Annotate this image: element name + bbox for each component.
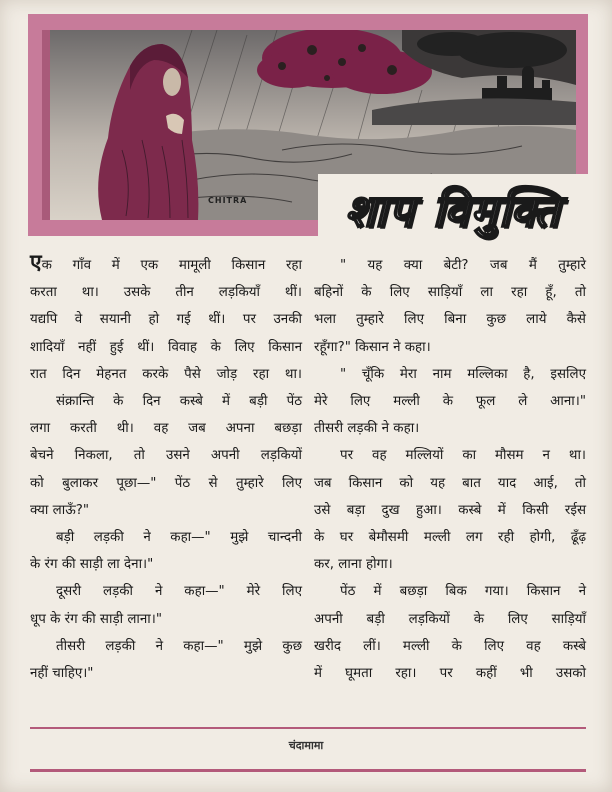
- line-text: " चूँकि मेरा नाम मल्लिका है, इसलिए: [340, 366, 586, 382]
- line-text: यद्यपि वे सयानी हो गई थीं। पर उनकी: [30, 312, 302, 328]
- line-text: अपनी बड़ी लड़कियों के लिए साड़ियाँ: [314, 611, 586, 627]
- footer-rule-top: [30, 727, 586, 729]
- line-text: में घूमता रहा। पर कहीं भी उसको: [314, 666, 586, 682]
- footer-rule-bottom: [30, 769, 586, 772]
- line-text: दूसरी लड़की ने कहा—" मेरे लिए: [56, 584, 302, 600]
- story-title: शाप विमुक्ति: [345, 186, 561, 237]
- line-text: जब किसान को यह बात याद आई, तो: [314, 475, 586, 491]
- text-line: [314, 388, 586, 415]
- line-text: मेरे लिए मल्ली के फूल ले आना।": [314, 394, 586, 410]
- text-line: [30, 497, 302, 524]
- line-text: बेचने निकला, तो उसने अपनी लड़कियों: [30, 448, 302, 464]
- line-text: के रंग की साड़ी ला देना।": [30, 557, 154, 573]
- text-line: [30, 252, 302, 279]
- line-text: रात दिन मेहनत करके पैसे जोड़ रहा था।: [30, 366, 302, 382]
- text-line: [30, 470, 302, 497]
- line-text: क गाँव में एक मामूली किसान रहा: [41, 258, 302, 273]
- text-line: [314, 660, 586, 687]
- text-line: [314, 279, 586, 306]
- line-text: कर, लाना होगा।: [314, 557, 393, 573]
- line-text: धूप के रंग की साड़ी लाना।": [30, 611, 163, 627]
- drop-cap: ए: [30, 250, 42, 274]
- text-line: [314, 470, 586, 497]
- line-text: " यह क्या बेटी? जब मैं तुम्हारे: [340, 258, 586, 273]
- text-line: [314, 551, 586, 578]
- magazine-name: चंदामामा: [288, 739, 324, 752]
- text-line: [314, 633, 586, 660]
- line-text: क्या लाऊँ?": [30, 502, 89, 518]
- text-line: [314, 606, 586, 633]
- text-line: [314, 442, 586, 469]
- line-text: रहूँगा?" किसान ने कहा।: [314, 339, 431, 355]
- left-column: [30, 252, 302, 687]
- line-text: उसे बड़ा दुख हुआ। कस्बे में किसी रईस: [314, 502, 586, 518]
- text-line: [30, 633, 302, 660]
- right-column: [314, 252, 586, 687]
- text-line: [314, 306, 586, 333]
- line-text: तीसरी लड़की ने कहा।: [314, 421, 420, 437]
- text-line: [30, 606, 302, 633]
- text-line: [30, 660, 302, 687]
- line-text: को बुलाकर पूछा—" पेंठ से तुम्हारे लिए: [30, 475, 302, 491]
- line-text: लगा करती थी। वह जब अपना बछड़ा: [30, 421, 302, 437]
- title-box: [318, 174, 588, 244]
- text-line: [314, 524, 586, 551]
- text-line: [30, 415, 302, 442]
- line-text: बड़ी लड़की ने कहा—" मुझे चान्दनी: [56, 530, 302, 546]
- text-line: [30, 388, 302, 415]
- text-line: [314, 415, 586, 442]
- line-text: के घर बेमौसमी मल्ली लग रही होगी, ढूँढ़: [314, 530, 586, 546]
- text-line: [30, 279, 302, 306]
- text-line: [314, 497, 586, 524]
- line-text: शादियाँ नहीं हुई थीं। विवाह के लिए किसान: [30, 339, 302, 355]
- artist-signature: CHITRA: [208, 196, 248, 205]
- text-line: [314, 578, 586, 605]
- text-line: [314, 334, 586, 361]
- story-body: [30, 252, 586, 687]
- line-text: भला तुम्हारे लिए बिना कुछ लाये कैसे: [314, 312, 586, 328]
- line-text: बहिनों के लिए साड़ियाँ ला रहा हूँ, तो: [314, 285, 586, 301]
- text-line: [30, 361, 302, 388]
- line-text: पर वह मल्लियों का मौसम न था।: [340, 448, 586, 464]
- text-line: [30, 334, 302, 361]
- line-text: संक्रान्ति के दिन कस्बे में बड़ी पेंठ: [56, 394, 302, 410]
- text-line: [314, 252, 586, 279]
- line-text: करता था। उसके तीन लड़कियाँ थीं।: [30, 285, 302, 301]
- text-line: [30, 524, 302, 551]
- line-text: खरीद लीं। मल्ली के लिए वह कस्बे: [314, 638, 586, 654]
- text-line: [314, 361, 586, 388]
- text-line: [30, 442, 302, 469]
- text-line: [30, 551, 302, 578]
- line-text: नहीं चाहिए।": [30, 666, 94, 682]
- line-text: तीसरी लड़की ने कहा—" मुझे कुछ: [56, 638, 302, 654]
- text-line: [30, 306, 302, 333]
- text-line: [30, 578, 302, 605]
- line-text: पेंठ में बछड़ा बिक गया। किसान ने: [340, 584, 586, 600]
